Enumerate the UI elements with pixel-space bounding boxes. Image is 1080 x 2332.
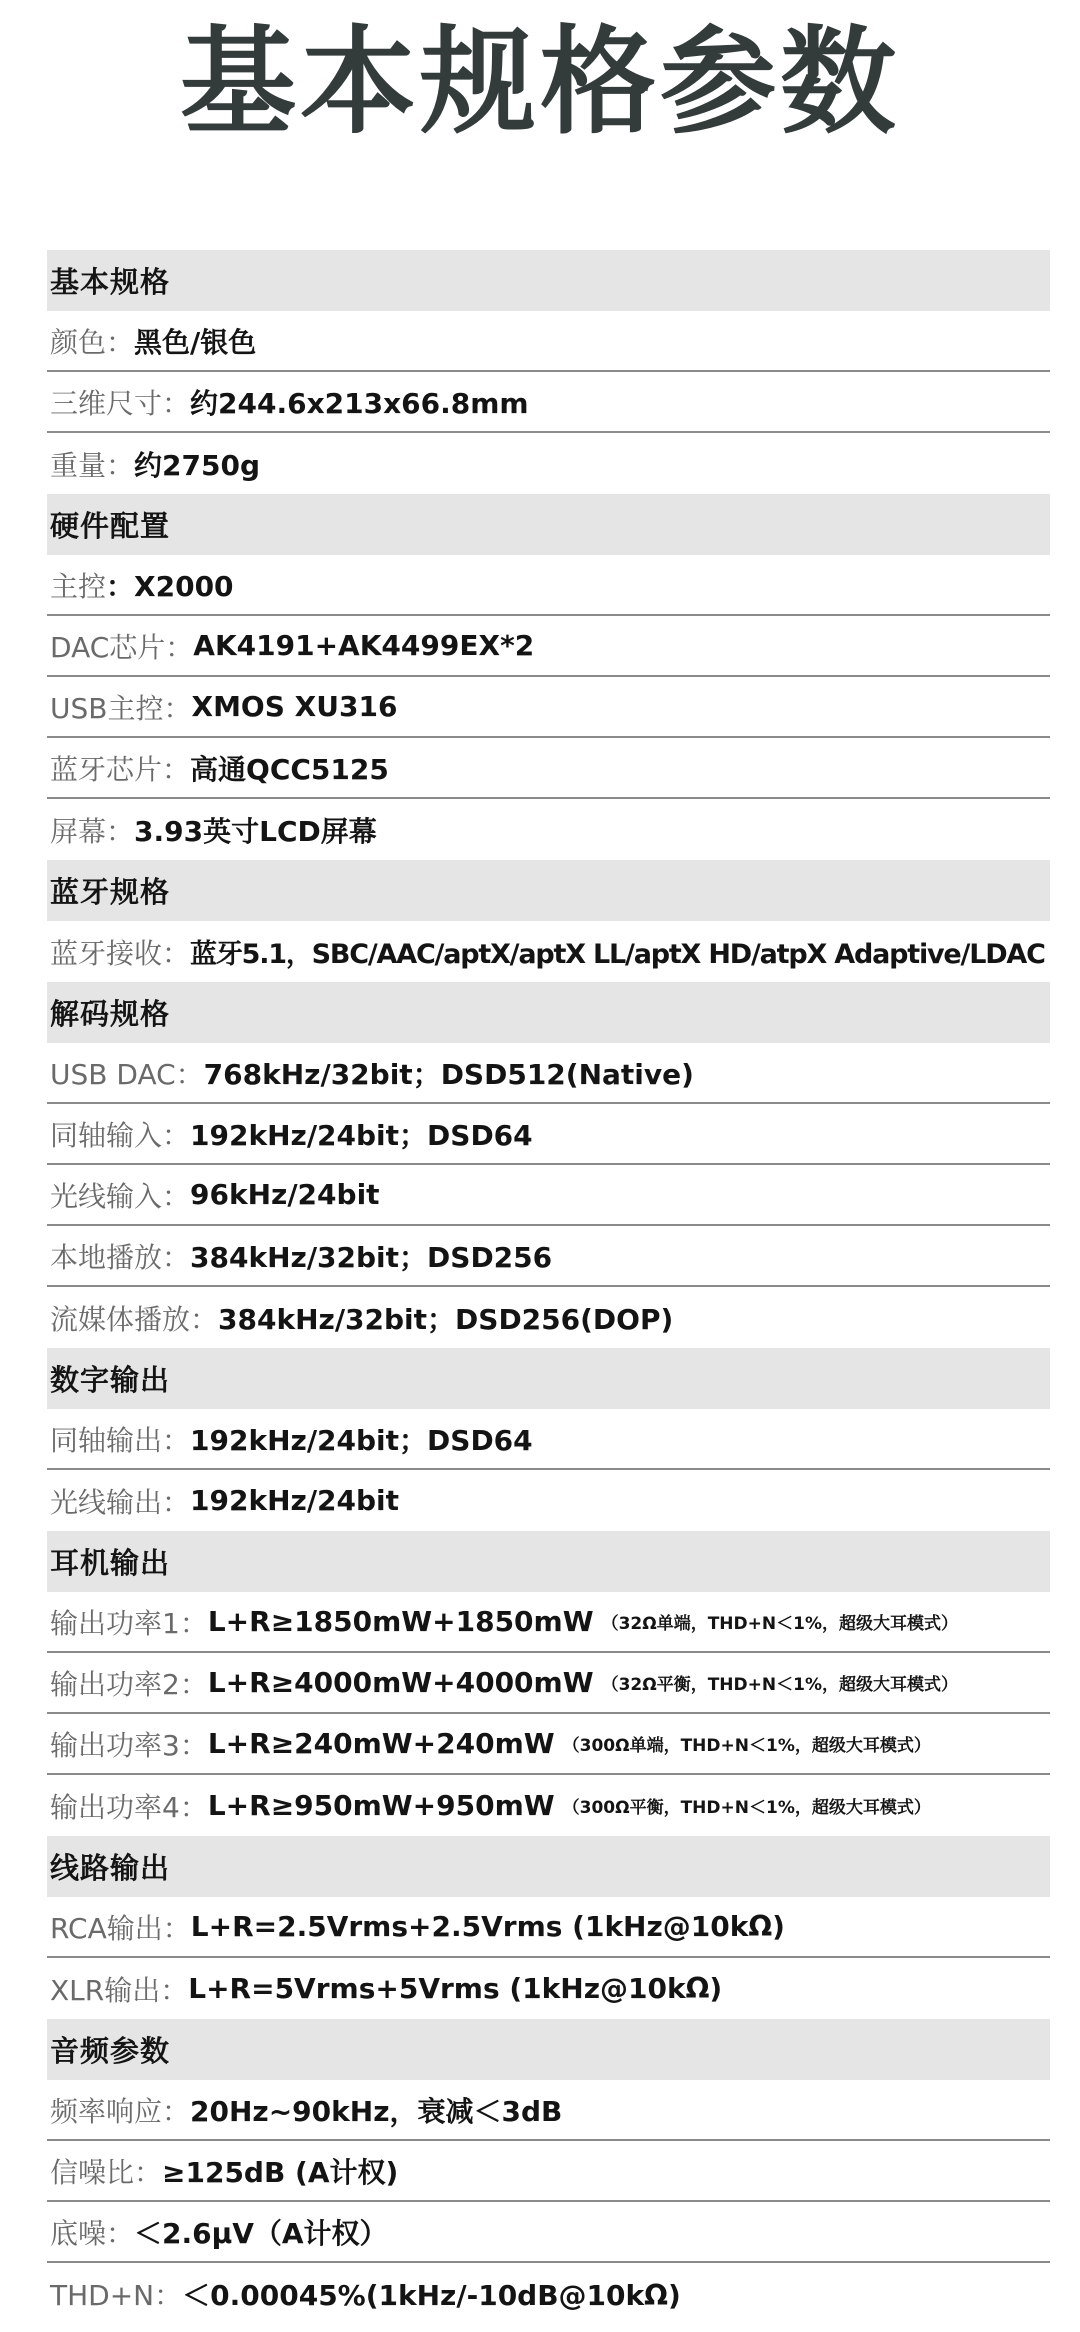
- spec-label: 主控: [50, 569, 107, 603]
- spec-value: AK4191+AK4499EX*2: [193, 629, 535, 662]
- spec-row: [47, 1714, 1050, 1775]
- spec-row: [47, 1897, 1050, 1958]
- spec-value: L+R≥240mW+240mW: [207, 1727, 555, 1760]
- spec-value: 黑色/银色: [134, 325, 257, 359]
- section-header: [47, 1836, 1050, 1897]
- spec-value: XMOS XU316: [191, 690, 398, 723]
- section-title: 线路输出: [50, 1851, 171, 1885]
- spec-row: [47, 1409, 1050, 1470]
- spec-value: L+R≥1850mW+1850mW: [207, 1605, 594, 1638]
- spec-row: [47, 616, 1050, 677]
- spec-row: [47, 2141, 1050, 2202]
- spec-label: 底噪：: [50, 2216, 135, 2250]
- spec-value: 384kHz/32bit；DSD256: [190, 1240, 553, 1274]
- section-header: [47, 1531, 1050, 1592]
- spec-table: [47, 250, 1050, 2324]
- spec-value: 96kHz/24bit: [190, 1178, 380, 1211]
- spec-label: 光线输出：: [50, 1485, 191, 1519]
- spec-label: 输出功率2：: [50, 1667, 208, 1701]
- spec-value: ＜2.6μV（A计权）: [134, 2216, 388, 2250]
- section-header: [47, 1348, 1050, 1409]
- spec-label: 蓝牙芯片：: [50, 752, 191, 786]
- spec-label: 频率响应：: [50, 2094, 191, 2128]
- spec-label: 光线输入：: [50, 1179, 191, 1213]
- spec-row: [47, 1043, 1050, 1104]
- spec-label: 颜色：: [50, 325, 135, 359]
- spec-row: [47, 372, 1050, 433]
- section-header: [47, 982, 1050, 1043]
- spec-row: [47, 555, 1050, 616]
- section-header: [47, 494, 1050, 555]
- spec-value: 约244.6x213x66.8mm: [190, 386, 529, 420]
- spec-note: （300Ω平衡，THD+N＜1%，超级大耳模式）: [562, 1798, 931, 1818]
- section-title: 耳机输出: [50, 1546, 171, 1580]
- spec-label: 同轴输入：: [50, 1118, 191, 1152]
- spec-row: [47, 1287, 1050, 1348]
- spec-note: （300Ω单端，THD+N＜1%，超级大耳模式）: [562, 1736, 931, 1756]
- spec-label: 信噪比：: [50, 2155, 163, 2189]
- spec-value: 192kHz/24bit: [190, 1484, 400, 1517]
- spec-value: ：X2000: [106, 569, 234, 603]
- spec-row: [47, 677, 1050, 738]
- section-header: [47, 860, 1050, 921]
- section-header: [47, 250, 1050, 311]
- spec-label: 本地播放：: [50, 1240, 191, 1274]
- spec-row: [47, 1226, 1050, 1287]
- section-title: 基本规格: [50, 265, 171, 299]
- spec-row: [47, 1592, 1050, 1653]
- spec-value: L+R≥950mW+950mW: [207, 1789, 555, 1822]
- spec-value: L+R=5Vrms+5Vrms (1kHz@10kΩ): [188, 1972, 723, 2005]
- section-title: 硬件配置: [50, 509, 171, 543]
- spec-label: 输出功率1：: [50, 1606, 208, 1640]
- spec-value: L+R=2.5Vrms+2.5Vrms (1kHz@10kΩ): [190, 1910, 785, 1943]
- spec-row: [47, 1775, 1050, 1836]
- spec-value: 768kHz/32bit；DSD512(Native): [203, 1057, 694, 1091]
- spec-value: ≥125dB (A计权): [162, 2155, 399, 2189]
- spec-note: （32Ω平衡，THD+N＜1%，超级大耳模式）: [601, 1675, 958, 1695]
- spec-label: XLR输出：: [50, 1973, 189, 2007]
- spec-value: 384kHz/32bit；DSD256(DOP): [218, 1302, 674, 1336]
- section-title: 数字输出: [50, 1363, 171, 1397]
- spec-row: [47, 1165, 1050, 1226]
- spec-row: [47, 1104, 1050, 1165]
- spec-value: 20Hz~90kHz，衰减＜3dB: [190, 2094, 563, 2128]
- spec-note: （32Ω单端，THD+N＜1%，超级大耳模式）: [601, 1614, 958, 1634]
- spec-label: 屏幕：: [50, 814, 135, 848]
- spec-value: 3.93英寸LCD屏幕: [134, 814, 377, 848]
- spec-row: [47, 799, 1050, 860]
- spec-value: 192kHz/24bit；DSD64: [190, 1118, 533, 1152]
- spec-label: DAC芯片：: [50, 630, 194, 664]
- spec-row: [47, 2263, 1050, 2324]
- section-title: 音频参数: [50, 2034, 171, 2068]
- spec-value: 约2750g: [134, 448, 260, 482]
- spec-row: [47, 738, 1050, 799]
- spec-value: 高通QCC5125: [190, 752, 389, 786]
- spec-label: 重量：: [50, 448, 135, 482]
- spec-row: [47, 1470, 1050, 1531]
- spec-value: 蓝牙5.1，SBC/AAC/aptX/aptX LL/aptX HD/atpX Adaptive/LDAC: [190, 939, 1045, 970]
- spec-label: 三维尺寸：: [50, 386, 191, 420]
- spec-row: [47, 1958, 1050, 2019]
- spec-label: 输出功率4：: [50, 1790, 208, 1824]
- spec-row: [47, 2080, 1050, 2141]
- spec-label: THD+N：: [50, 2278, 183, 2312]
- spec-value: ＜0.00045%(1kHz/-10dB@10kΩ): [182, 2278, 681, 2312]
- spec-row: [47, 2202, 1050, 2263]
- spec-label: RCA输出：: [50, 1911, 191, 1945]
- spec-row: [47, 433, 1050, 494]
- spec-row: [47, 1653, 1050, 1714]
- spec-label: 输出功率3：: [50, 1728, 208, 1762]
- spec-label: 同轴输出：: [50, 1423, 191, 1457]
- section-header: [47, 2019, 1050, 2080]
- spec-label: 蓝牙接收：: [50, 936, 191, 970]
- spec-row: [47, 311, 1050, 372]
- section-title: 蓝牙规格: [50, 875, 171, 909]
- spec-label: USB DAC：: [50, 1057, 204, 1091]
- page-title: 基本规格参数: [180, 15, 900, 150]
- spec-label: 流媒体播放：: [50, 1302, 219, 1336]
- section-title: 解码规格: [50, 997, 171, 1031]
- spec-value: L+R≥4000mW+4000mW: [207, 1666, 594, 1699]
- spec-row: [47, 921, 1050, 982]
- spec-value: 192kHz/24bit；DSD64: [190, 1423, 533, 1457]
- spec-label: USB主控：: [50, 691, 192, 725]
